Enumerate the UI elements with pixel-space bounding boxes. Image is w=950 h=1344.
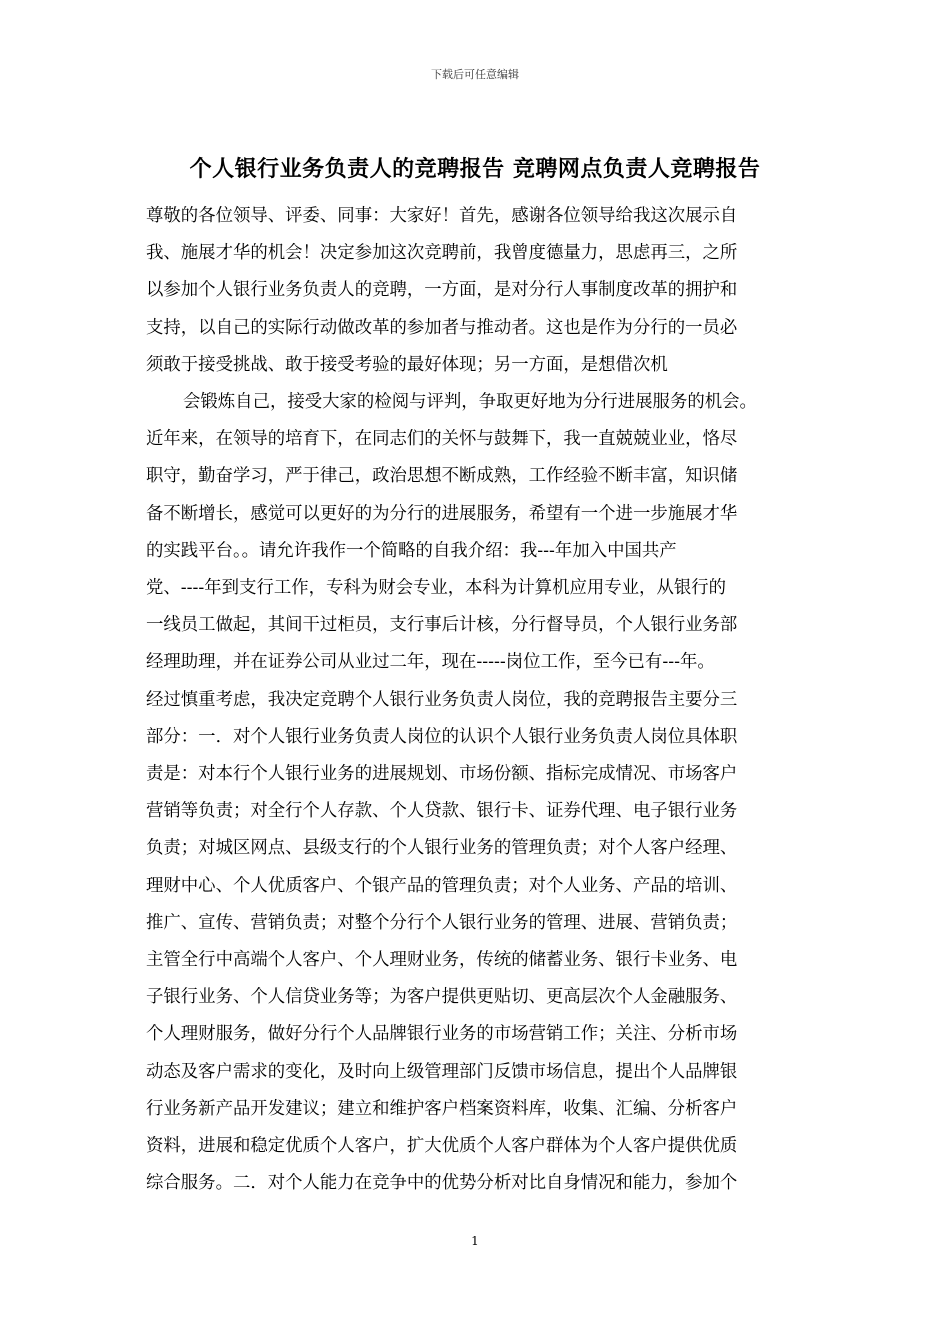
body-line: 备不断增长，感觉可以更好的为分行的进展服务，希望有一个进一步施展才华 <box>146 503 738 524</box>
body-line: 个人理财服务，做好分行个人品牌银行业务的市场营销工作；关注、分析市场 <box>146 1024 738 1045</box>
body-line: 党、----年到支行工作，专科为财会专业，本科为计算机应用专业，从银行的 <box>146 578 727 599</box>
body-line: 推广、宣传、营销负责；对整个分行个人银行业务的管理、进展、营销负责； <box>146 912 738 933</box>
body-line: 部分：一．对个人银行业务负责人岗位的认识个人银行业务负责人岗位具体职 <box>146 726 738 747</box>
body-line: 营销等负责；对全行个人存款、个人贷款、银行卡、证券代理、电子银行业务 <box>146 801 738 822</box>
body-line: 资料，进展和稳定优质个人客户，扩大优质个人客户群体为个人客户提供优质 <box>146 1136 738 1157</box>
body-line: 综合服务。二．对个人能力在竞争中的优势分析对比自身情况和能力，参加个 <box>146 1173 738 1194</box>
body-line: 子银行业务、个人信贷业务等；为客户提供更贴切、更高层次个人金融服务、 <box>146 987 738 1008</box>
body-text <box>146 198 818 1202</box>
body-line: 的实践平台。。请允许我作一个简略的自我介绍：我---年加入中国共产 <box>146 540 677 561</box>
body-line: 一线员工做起，其间干过柜员，支行事后计核，分行督导员，个人银行业务部 <box>146 615 738 636</box>
body-line: 支持，以自己的实际行动做改革的参加者与推动者。这也是作为分行的一员必 <box>146 317 738 338</box>
page-number: 1 <box>471 1234 479 1248</box>
body-line: 负责；对城区网点、县级支行的个人银行业务的管理负责；对个人客户经理、 <box>146 838 738 859</box>
body-line: 经过慎重考虑，我决定竞聘个人银行业务负责人岗位，我的竞聘报告主要分三 <box>146 689 738 710</box>
document-title: 个人银行业务负责人的竞聘报告 竞聘网点负责人竞聘报告 <box>189 156 761 182</box>
body-line: 动态及客户需求的变化，及时向上级管理部门反馈市场信息，提出个人品牌银 <box>146 1061 738 1082</box>
body-line: 行业务新产品开发建议；建立和维护客户档案资料库，收集、汇编、分析客户 <box>146 1098 738 1119</box>
body-line: 近年来，在领导的培育下，在同志们的关怀与鼓舞下，我一直兢兢业业，恪尽 <box>146 429 738 450</box>
body-line: 经理助理，并在证券公司从业过二年，现在-----岗位工作，至今已有---年。 <box>146 652 715 673</box>
body-line: 职守，勤奋学习，严于律己，政治思想不断成熟，工作经验不断丰富，知识储 <box>146 466 738 487</box>
body-line: 以参加个人银行业务负责人的竞聘，一方面，是对分行人事制度改革的拥护和 <box>146 280 738 301</box>
body-line: 尊敬的各位领导、评委、同事：大家好！首先，感谢各位领导给我这次展示自 <box>146 206 738 226</box>
body-line: 责是：对本行个人银行业务的进展规划、市场份额、指标完成情况、市场客户 <box>146 764 738 785</box>
body-line: 我、施展才华的机会！决定参加这次竞聘前，我曾度德量力，思虑再三，之所 <box>146 243 738 264</box>
body-line-indented: 会锻炼自己，接受大家的检阅与评判，争取更好地为分行进展服务的机会。 <box>183 392 757 413</box>
page-header: 下载后可任意编辑 <box>431 68 519 81</box>
body-line: 理财中心、个人优质客户、个银产品的管理负责；对个人业务、产品的培训、 <box>146 875 738 896</box>
body-line: 须敢于接受挑战、敢于接受考验的最好体现；另一方面，是想借次机 <box>146 354 668 375</box>
body-line: 主管全行中高端个人客户、个人理财业务，传统的储蓄业务、银行卡业务、电 <box>146 950 738 971</box>
